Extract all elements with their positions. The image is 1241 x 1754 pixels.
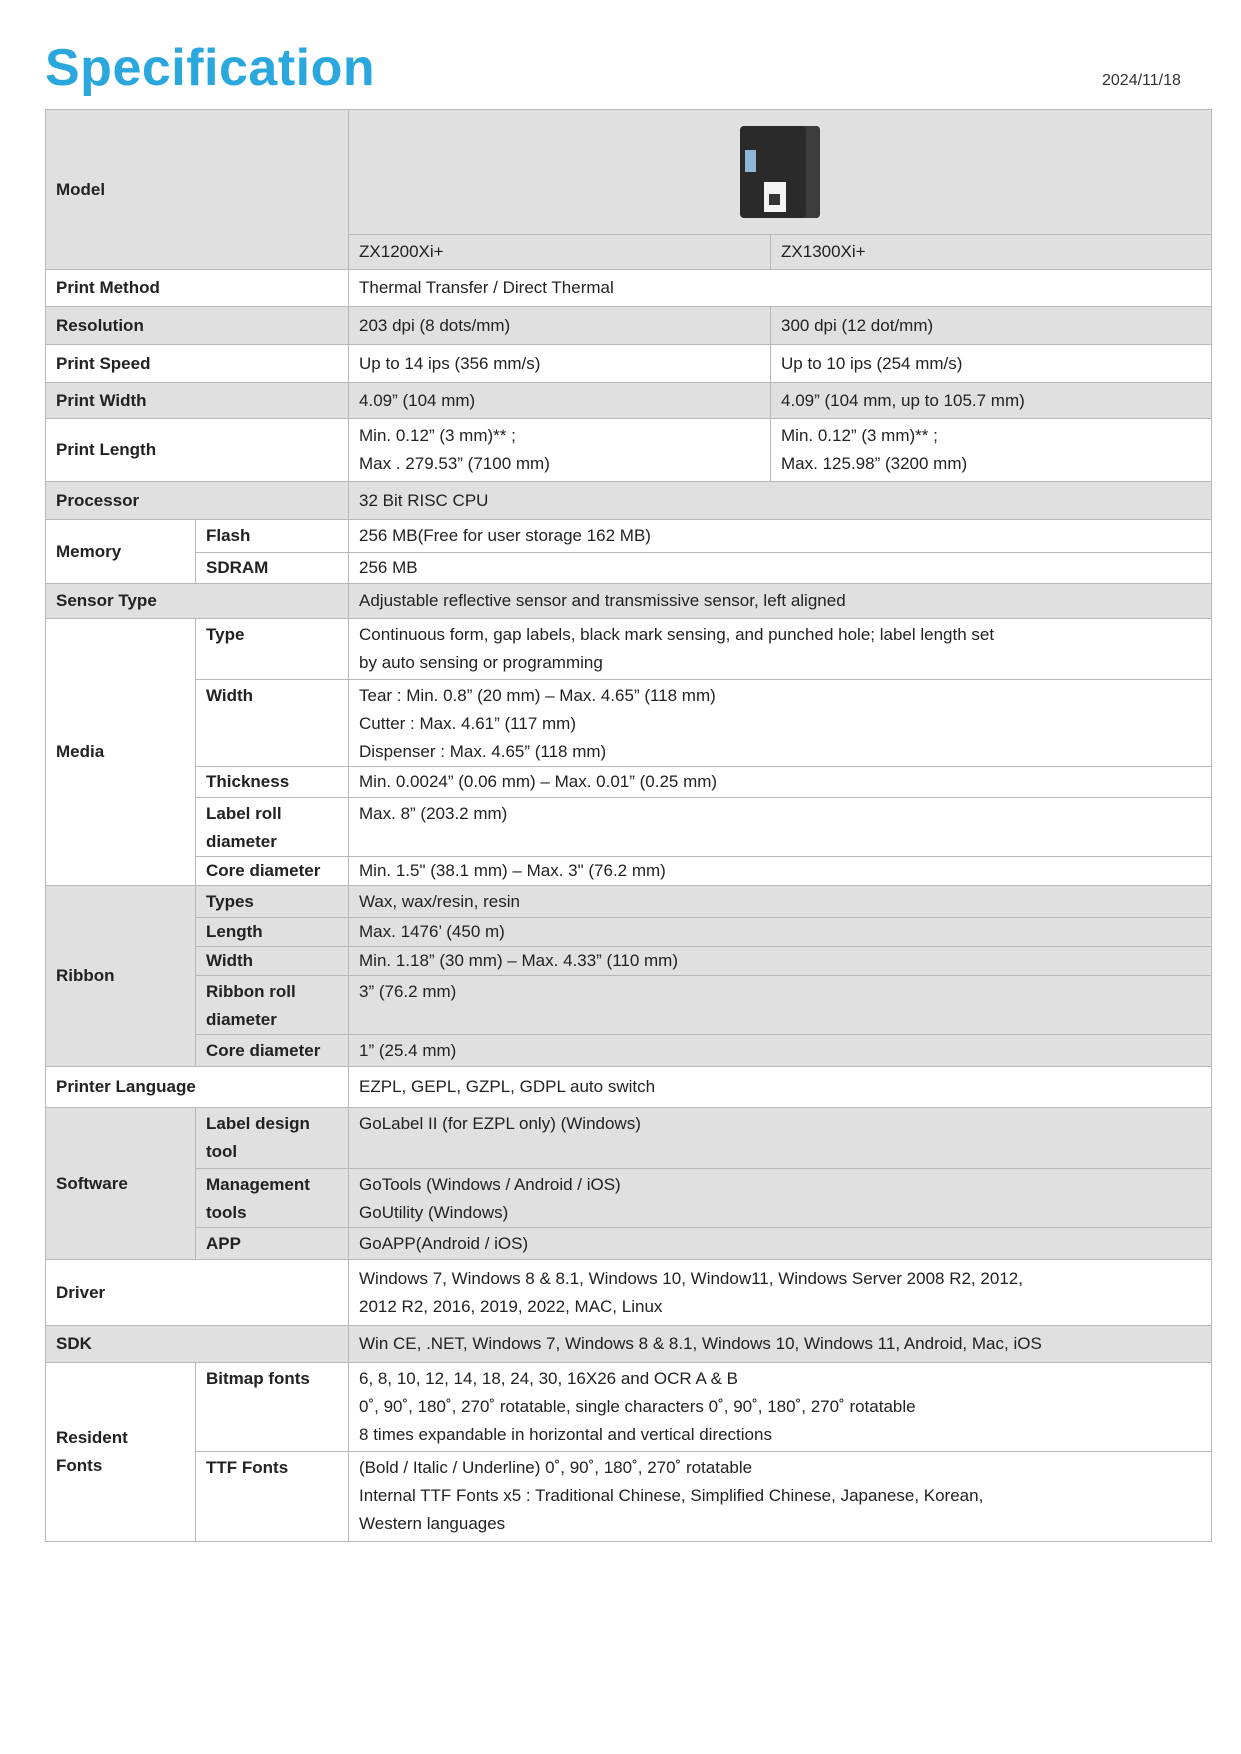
line: Ribbon roll bbox=[206, 982, 296, 1001]
resolution-1: 203 dpi (8 dots/mm) bbox=[349, 307, 771, 345]
line: diameter bbox=[206, 832, 277, 851]
driver-label: Driver bbox=[46, 1260, 349, 1326]
mgmt-tools-value bbox=[349, 1169, 1212, 1228]
media-core-label: Core diameter bbox=[196, 857, 349, 886]
ribbon-core-label: Core diameter bbox=[196, 1035, 349, 1067]
media-type-value bbox=[349, 619, 1212, 680]
line: Windows 7, Windows 8 & 8.1, Windows 10, Window11, Windows Server 2008 R2, 2012, bbox=[359, 1268, 1023, 1288]
media-width-label: Width bbox=[196, 680, 349, 767]
print-length-2 bbox=[771, 419, 1212, 482]
design-tool-value: GoLabel II (for EZPL only) (Windows) bbox=[349, 1108, 1212, 1169]
label-roll-value: Max. 8” (203.2 mm) bbox=[349, 798, 1212, 857]
print-speed-1: Up to 14 ips (356 mm/s) bbox=[349, 345, 771, 383]
ttf-fonts-label: TTF Fonts bbox=[196, 1452, 349, 1542]
line: Label roll bbox=[206, 804, 282, 823]
resolution-label: Resolution bbox=[46, 307, 349, 345]
ribbon-core-value: 1” (25.4 mm) bbox=[349, 1035, 1212, 1067]
line: Max . 279.53” (7100 mm) bbox=[359, 454, 550, 473]
line: Tear : Min. 0.8” (20 mm) – Max. 4.65” (118 mm) bbox=[359, 686, 716, 705]
print-width-1: 4.09” (104 mm) bbox=[349, 383, 771, 419]
print-speed-label: Print Speed bbox=[46, 345, 349, 383]
line: Min. 0.12” (3 mm)** ; bbox=[781, 426, 938, 445]
print-width-label: Print Width bbox=[46, 383, 349, 419]
fonts-label bbox=[46, 1363, 196, 1542]
line: Max. 125.98” (3200 mm) bbox=[781, 454, 968, 473]
model-name-2: ZX1300Xi+ bbox=[771, 235, 1212, 270]
ribbon-width-label: Width bbox=[196, 947, 349, 976]
bitmap-fonts-value bbox=[349, 1363, 1212, 1452]
media-width-value bbox=[349, 680, 1212, 767]
line: Cutter : Max. 4.61” (117 mm) bbox=[359, 714, 576, 733]
line: 2012 R2, 2016, 2019, 2022, MAC, Linux bbox=[359, 1296, 663, 1316]
label-roll-label bbox=[196, 798, 349, 857]
model-row bbox=[46, 110, 1212, 235]
line: by auto sensing or programming bbox=[359, 653, 603, 672]
ribbon-types-value: Wax, wax/resin, resin bbox=[349, 886, 1212, 918]
line: (Bold / Italic / Underline) 0˚, 90˚, 180˚, 270˚ rotatable bbox=[359, 1458, 753, 1477]
software-label: Software bbox=[46, 1108, 196, 1260]
ribbon-types-label: Types bbox=[196, 886, 349, 918]
spec-table bbox=[45, 109, 1212, 1542]
printer-image bbox=[349, 110, 1212, 235]
sdram-label: SDRAM bbox=[196, 553, 349, 584]
date: 2024/11/18 bbox=[1102, 72, 1181, 89]
processor-label: Processor bbox=[46, 482, 349, 520]
app-label: APP bbox=[196, 1228, 349, 1260]
line: Label design bbox=[206, 1114, 310, 1133]
line: tools bbox=[206, 1203, 247, 1222]
page-title: Specification bbox=[45, 39, 376, 97]
memory-label: Memory bbox=[46, 520, 196, 584]
line: diameter bbox=[206, 1010, 277, 1029]
processor-value: 32 Bit RISC CPU bbox=[349, 482, 1212, 520]
line: Fonts bbox=[56, 1456, 103, 1475]
model-name-1: ZX1200Xi+ bbox=[349, 235, 771, 270]
app-value: GoAPP(Android / iOS) bbox=[349, 1228, 1212, 1260]
ttf-fonts-value bbox=[349, 1452, 1212, 1542]
ribbon-roll-value: 3” (76.2 mm) bbox=[349, 976, 1212, 1035]
line: Internal TTF Fonts x5 : Traditional Chinese, Simplified Chinese, Japanese, Korean, bbox=[359, 1486, 984, 1505]
printer-photo bbox=[730, 120, 830, 225]
print-width-2: 4.09” (104 mm, up to 105.7 mm) bbox=[771, 383, 1212, 419]
line: 6, 8, 10, 12, 14, 18, 24, 30, 16X26 and OCR A & B bbox=[359, 1369, 739, 1388]
media-label: Media bbox=[46, 619, 196, 886]
driver-value bbox=[349, 1260, 1212, 1326]
ribbon-length-value: Max. 1476’ (450 m) bbox=[349, 918, 1212, 947]
line: Min. 0.12” (3 mm)** ; bbox=[359, 426, 516, 445]
line: Resident bbox=[56, 1428, 128, 1447]
flash-label: Flash bbox=[196, 520, 349, 553]
design-tool-label bbox=[196, 1108, 349, 1169]
media-core-value: Min. 1.5" (38.1 mm) – Max. 3" (76.2 mm) bbox=[349, 857, 1212, 886]
resolution-2: 300 dpi (12 dot/mm) bbox=[771, 307, 1212, 345]
model-label: Model bbox=[46, 110, 349, 270]
print-speed-2: Up to 10 ips (254 mm/s) bbox=[771, 345, 1212, 383]
language-label: Printer Language bbox=[46, 1067, 349, 1108]
language-value: EZPL, GEPL, GZPL, GDPL auto switch bbox=[349, 1067, 1212, 1108]
line: 0˚, 90˚, 180˚, 270˚ rotatable, single characters 0˚, 90˚, 180˚, 270˚ rotatable bbox=[359, 1397, 916, 1416]
sdram-value: 256 MB bbox=[349, 553, 1212, 584]
sensor-label: Sensor Type bbox=[46, 584, 349, 619]
print-method-label: Print Method bbox=[46, 270, 349, 307]
line: tool bbox=[206, 1142, 238, 1161]
line: 8 times expandable in horizontal and vertical directions bbox=[359, 1425, 772, 1444]
sensor-value: Adjustable reflective sensor and transmissive sensor, left aligned bbox=[349, 584, 1212, 619]
mgmt-tools-label bbox=[196, 1169, 349, 1228]
ribbon-length-label: Length bbox=[196, 918, 349, 947]
flash-value: 256 MB(Free for user storage 162 MB) bbox=[349, 520, 1212, 553]
line: GoTools (Windows / Android / iOS) bbox=[359, 1175, 621, 1194]
print-length-label: Print Length bbox=[46, 419, 349, 482]
thickness-label: Thickness bbox=[196, 767, 349, 798]
line: Western languages bbox=[359, 1514, 506, 1533]
sdk-value: Win CE, .NET, Windows 7, Windows 8 & 8.1, Windows 10, Windows 11, Android, Mac, iOS bbox=[349, 1326, 1212, 1363]
media-type-label: Type bbox=[196, 619, 349, 680]
ribbon-width-value: Min. 1.18” (30 mm) – Max. 4.33” (110 mm) bbox=[349, 947, 1212, 976]
thickness-value: Min. 0.0024” (0.06 mm) – Max. 0.01” (0.25 mm) bbox=[349, 767, 1212, 798]
ribbon-roll-label bbox=[196, 976, 349, 1035]
bitmap-fonts-label: Bitmap fonts bbox=[196, 1363, 349, 1452]
line: Management bbox=[206, 1175, 310, 1194]
ribbon-label: Ribbon bbox=[46, 886, 196, 1067]
line: Continuous form, gap labels, black mark sensing, and punched hole; label length set bbox=[359, 625, 995, 644]
print-length-1 bbox=[349, 419, 771, 482]
line: GoUtility (Windows) bbox=[359, 1203, 509, 1222]
line: Dispenser : Max. 4.65” (118 mm) bbox=[359, 742, 607, 761]
sdk-label: SDK bbox=[46, 1326, 349, 1363]
print-method-value: Thermal Transfer / Direct Thermal bbox=[349, 270, 1212, 307]
